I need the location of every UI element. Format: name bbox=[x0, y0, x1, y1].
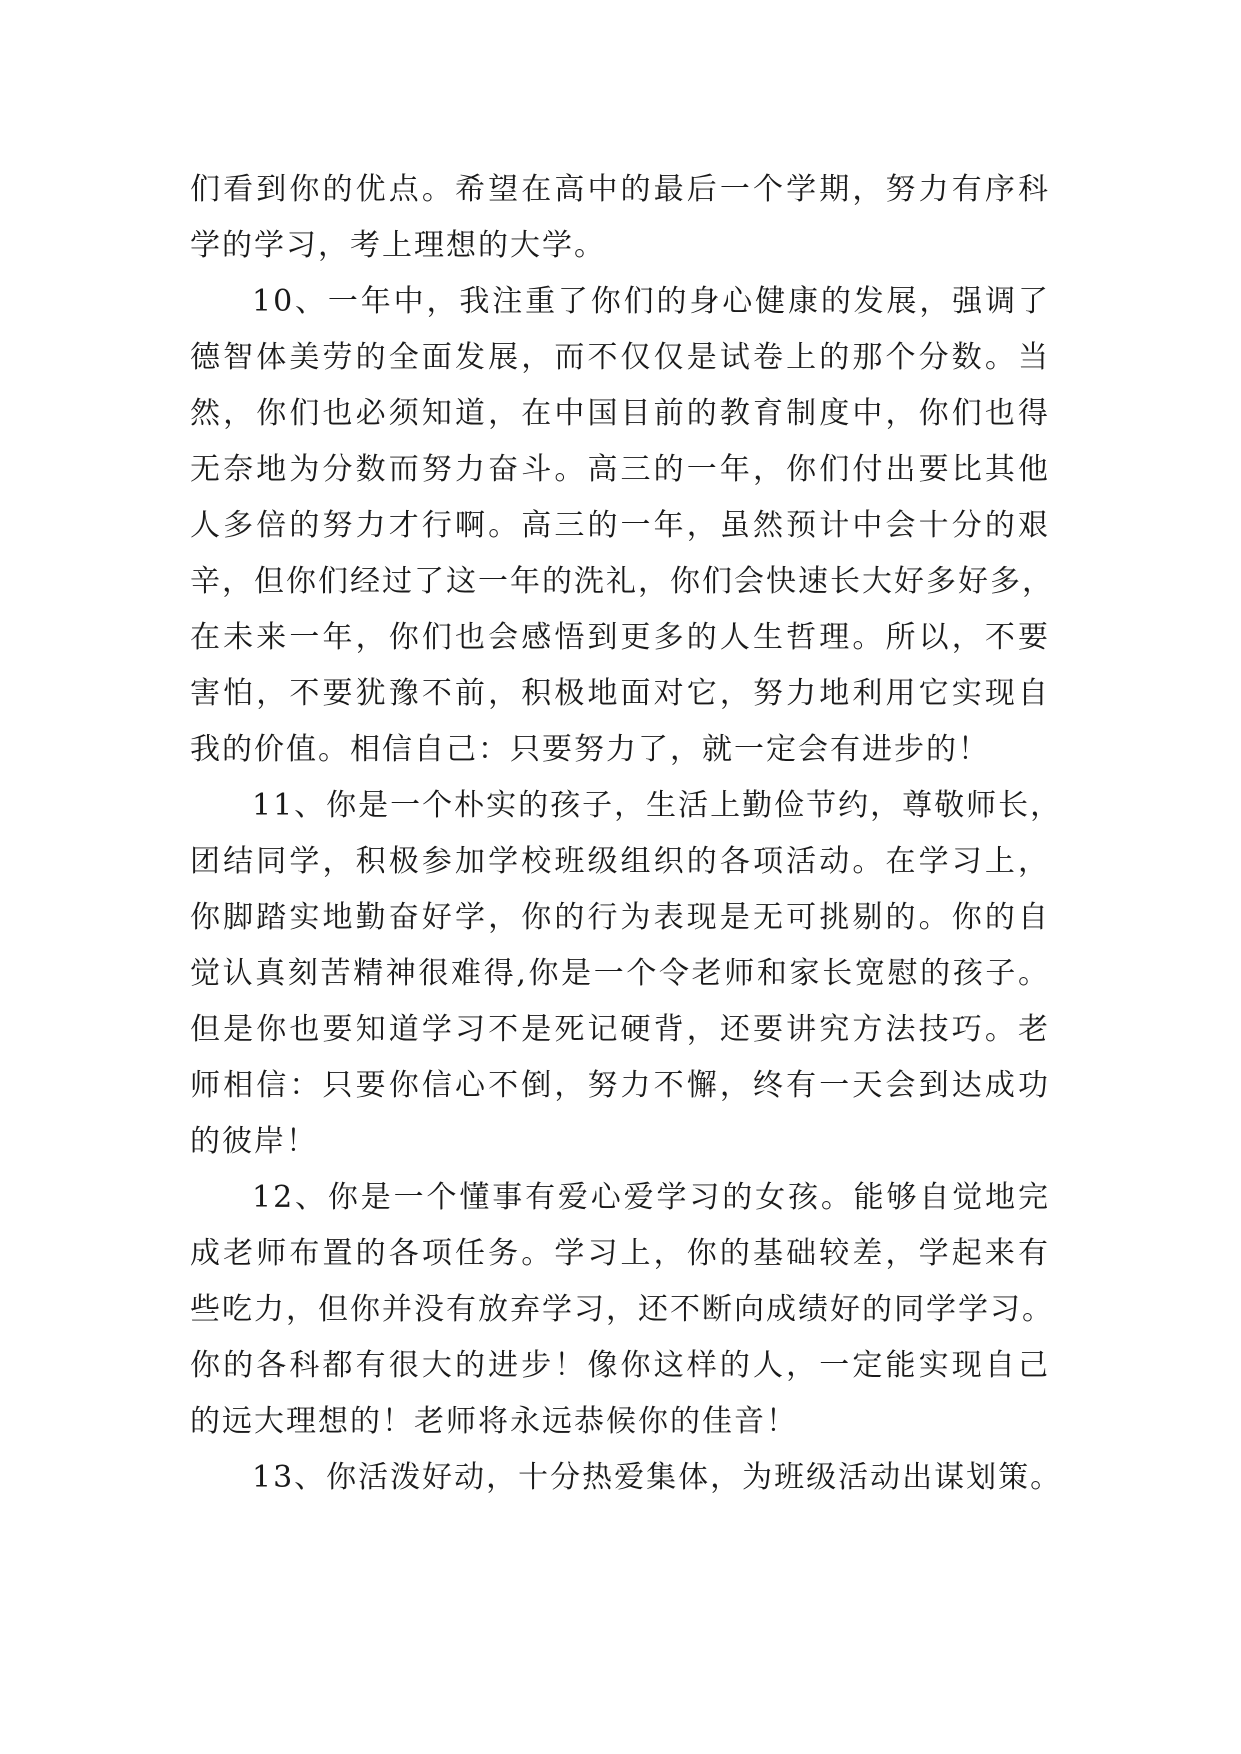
text-line: 我的价值。相信自己：只要努力了，就一定会有进步的！ bbox=[190, 732, 990, 767]
paragraph-12 bbox=[190, 1170, 1054, 1450]
text-line: 无奈地为分数而努力奋斗。高三的一年，你们付出要比其他 bbox=[190, 452, 1050, 487]
text-line: 害怕，不要犹豫不前，积极地面对它，努力地利用它实现自 bbox=[190, 676, 1050, 711]
text-line: 但是你也要知道学习不是死记硬背，还要讲究方法技巧。老 bbox=[190, 1012, 1050, 1047]
text-line: 在未来一年，你们也会感悟到更多的人生哲理。所以，不要 bbox=[190, 620, 1050, 655]
text-line: 师相信：只要你信心不倒，努力不懈，终有一天会到达成功 bbox=[190, 1068, 1050, 1103]
text-line: 人多倍的努力才行啊。高三的一年，虽然预计中会十分的艰 bbox=[190, 508, 1050, 543]
paragraph-9-continuation bbox=[190, 162, 1050, 274]
text-line: 觉认真刻苦精神很难得,你是一个令老师和家长宽慰的孩子。 bbox=[190, 956, 1050, 991]
text-line: 10、一年中，我注重了你们的身心健康的发展，强调了 bbox=[252, 284, 1050, 319]
text-line: 团结同学，积极参加学校班级组织的各项活动。在学习上， bbox=[190, 844, 1050, 879]
text-line: 13、你活泼好动，十分热爱集体，为班级活动出谋划策。 bbox=[252, 1460, 1063, 1495]
text-line: 学的学习，考上理想的大学。 bbox=[190, 228, 606, 263]
text-line: 你的各科都有很大的进步！像你这样的人，一定能实现自己 bbox=[190, 1348, 1050, 1383]
text-line: 11、你是一个朴实的孩子，生活上勤俭节约，尊敬师长， bbox=[252, 788, 1063, 823]
text-line: 的远大理想的！老师将永远恭候你的佳音！ bbox=[190, 1404, 798, 1439]
body-text bbox=[190, 162, 1063, 1506]
text-line: 们看到你的优点。希望在高中的最后一个学期，努力有序科 bbox=[190, 172, 1050, 207]
text-line: 辛，但你们经过了这一年的洗礼，你们会快速长大好多好多， bbox=[190, 564, 1054, 599]
text-line: 些吃力，但你并没有放弃学习，还不断向成绩好的同学学习。 bbox=[190, 1292, 1054, 1327]
text-line: 成老师布置的各项任务。学习上，你的基础较差，学起来有 bbox=[190, 1236, 1050, 1271]
text-line: 12、你是一个懂事有爱心爱学习的女孩。能够自觉地完 bbox=[252, 1180, 1050, 1215]
text-line: 你脚踏实地勤奋好学，你的行为表现是无可挑剔的。你的自 bbox=[190, 900, 1050, 935]
paragraph-10 bbox=[190, 274, 1054, 778]
paragraph-13 bbox=[190, 1450, 1063, 1506]
text-line: 的彼岸！ bbox=[190, 1124, 318, 1159]
text-line: 然，你们也必须知道，在中国目前的教育制度中，你们也得 bbox=[190, 396, 1050, 431]
paragraph-11 bbox=[190, 778, 1063, 1170]
text-line: 德智体美劳的全面发展，而不仅仅是试卷上的那个分数。当 bbox=[190, 340, 1050, 375]
